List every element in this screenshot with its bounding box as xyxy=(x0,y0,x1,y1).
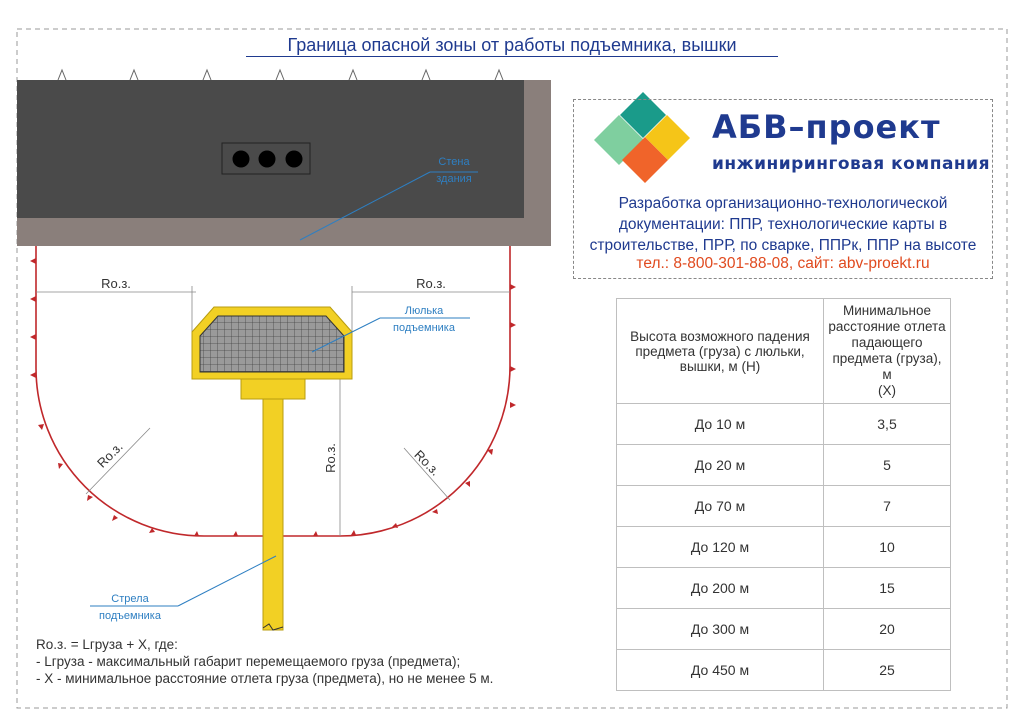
company-description xyxy=(578,193,988,256)
opening-circle-3 xyxy=(286,151,303,168)
lift-boom xyxy=(263,398,283,630)
table-header-row xyxy=(617,299,951,404)
formula-notes xyxy=(36,636,493,687)
fall-distance-table xyxy=(616,298,951,691)
table-cell-height: До 300 м xyxy=(617,609,824,650)
roz-label-left: Rо.з. xyxy=(101,276,131,291)
opening-circle-1 xyxy=(233,151,250,168)
building-label-2: здания xyxy=(436,173,472,185)
lift-neck xyxy=(241,379,305,399)
wall-top-marks xyxy=(58,70,503,80)
table-cell-distance: 15 xyxy=(824,568,951,609)
table-row xyxy=(617,404,951,445)
table-row xyxy=(617,650,951,691)
table-row xyxy=(617,568,951,609)
table-cell-distance: 10 xyxy=(824,527,951,568)
company-name: АБВ–проект xyxy=(712,108,941,146)
boom-label-2: подъемника xyxy=(99,610,161,622)
table-cell-distance: 5 xyxy=(824,445,951,486)
table-cell-height: До 70 м xyxy=(617,486,824,527)
desc-line-1: Разработка организационно-технологической xyxy=(618,195,948,212)
company-contacts: тел.: 8-800-301-88-08, сайт: abv-proekt.ru xyxy=(636,255,930,272)
table-row xyxy=(617,486,951,527)
roz-label-right: Rо.з. xyxy=(416,276,446,291)
table-cell-distance: 3,5 xyxy=(824,404,951,445)
company-subtitle: инжиниринговая компания xyxy=(712,154,990,174)
table-cell-height: До 10 м xyxy=(617,404,824,445)
table-cell-height: До 450 м xyxy=(617,650,824,691)
cradle-platform-grid xyxy=(200,316,344,372)
table-row xyxy=(617,609,951,650)
opening-circle-2 xyxy=(259,151,276,168)
table-cell-distance: 25 xyxy=(824,650,951,691)
table-row xyxy=(617,527,951,568)
page-title: Граница опасной зоны от работы подъемника, вышки xyxy=(246,34,778,57)
desc-line-3: строительстве, ПРР, по сварке, ППРк, ППР на высоте xyxy=(589,237,977,254)
note-line-2: - Lгруза - максимальный габарит перемещаемого груза (предмета); xyxy=(36,654,461,669)
table-header-height: Высота возможного падения предмета (груза) с люльки, вышки, м (Н) xyxy=(617,299,824,404)
building-label-1: Стена xyxy=(438,156,470,168)
table-row xyxy=(617,445,951,486)
roz-label-diagonal-right: Rо.з. xyxy=(411,446,444,479)
boom-label-1: Стрела xyxy=(111,593,149,605)
table-cell-distance: 7 xyxy=(824,486,951,527)
cradle-label-2: подъемника xyxy=(393,322,455,334)
cradle-label-1: Люлька xyxy=(404,305,444,317)
note-line-3: - Х - минимальное расстояние отлета груза (предмета), но не менее 5 м. xyxy=(36,671,494,686)
roz-label-diagonal-left: Rо.з. xyxy=(93,438,126,471)
roz-label-vertical: Rо.з. xyxy=(323,443,338,473)
table-cell-height: До 200 м xyxy=(617,568,824,609)
table-cell-height: До 20 м xyxy=(617,445,824,486)
table-cell-distance: 20 xyxy=(824,609,951,650)
desc-line-2: документации: ППР, технологические карты в xyxy=(618,216,948,233)
table-cell-height: До 120 м xyxy=(617,527,824,568)
boom-leader-line xyxy=(178,556,276,606)
table-header-distance: Минимальное расстояние отлета падающего предмета (груза), м (Х) xyxy=(824,299,951,404)
note-line-1: Rо.з. = Lгруза + Х, где: xyxy=(36,637,178,652)
